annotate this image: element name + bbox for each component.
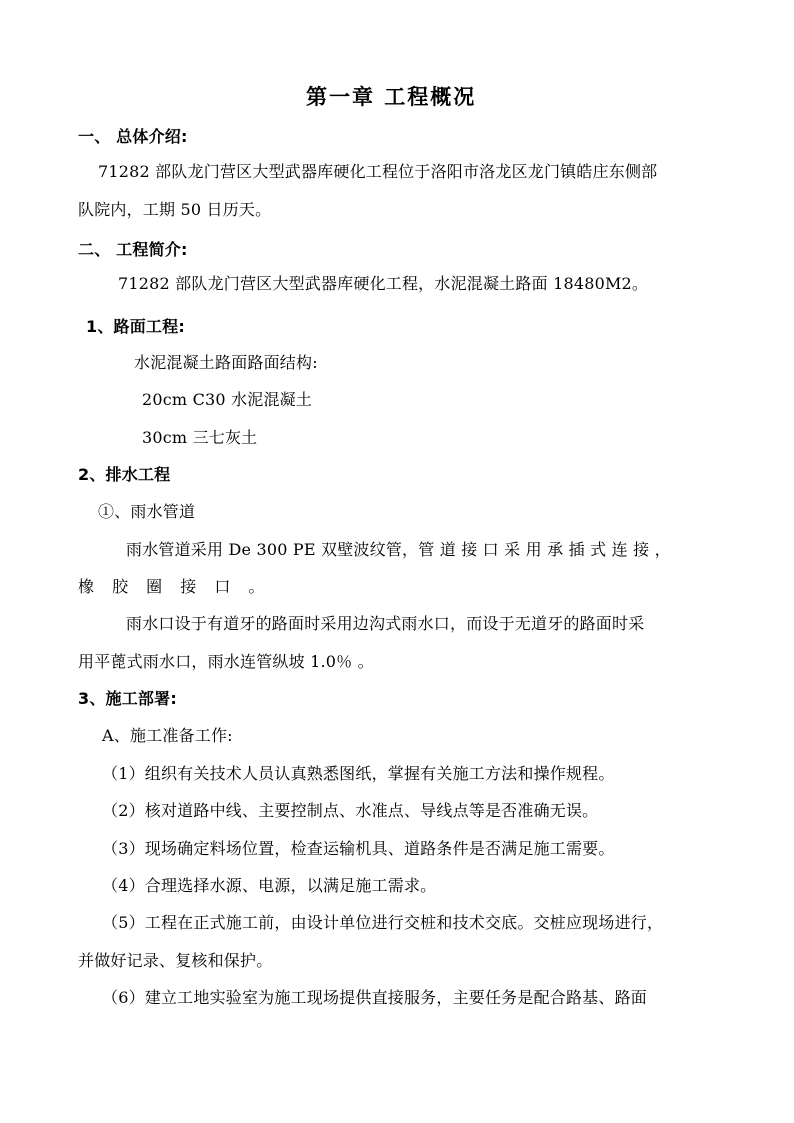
preparation-item-6-line1: （6）建立工地实验室为施工现场提供直接服务，主要任务是配合路基、路面: [102, 988, 647, 1007]
paragraph-inlet-line1: 雨水口设于有道牙的路面时采用边沟式雨水口，而设于无道牙的路面时采: [126, 614, 645, 633]
paragraph-pipe-line2: 橡 胶 圈 接 口 。: [78, 577, 271, 596]
road-structure-layer2: 30cm 三七灰土: [142, 428, 258, 447]
subsection-heading-deployment: 3、施工部署:: [78, 689, 177, 708]
preparation-item-5-line2: 并做好记录、复核和保护。: [78, 951, 273, 970]
paragraph-overview-line2: 队院内，工期 50 日历天。: [78, 200, 272, 219]
preparation-item-2: （2）核对道路中线、主要控制点、水准点、导线点等是否准确无误。: [102, 801, 599, 820]
drainage-item-rainwater-pipe: ①、雨水管道: [98, 502, 196, 521]
preparation-item-4: （4）合理选择水源、电源，以满足施工需求。: [102, 876, 437, 895]
road-structure-layer1: 20cm C30 水泥混凝土: [142, 390, 313, 409]
chapter-title: 第一章 工程概况: [306, 85, 477, 109]
paragraph-pipe-line1: 雨水管道采用 De 300 PE 双壁波纹管，管 道 接 口 采 用 承 插 式 连 接 ，: [126, 540, 671, 559]
section-heading-overview: 一、 总体介绍:: [78, 127, 188, 146]
preparation-heading: A、施工准备工作:: [102, 726, 233, 745]
paragraph-inlet-line2: 用平蓖式雨水口，雨水连管纵坡 1.0％ 。: [78, 652, 374, 671]
paragraph-overview-line1: 71282 部队龙门营区大型武器库硬化工程位于洛阳市洛龙区龙门镇皓庄东侧部: [98, 162, 658, 181]
section-heading-intro: 二、 工程简介:: [78, 240, 188, 259]
subsection-heading-road: 1、路面工程:: [86, 317, 185, 336]
preparation-item-1: （1）组织有关技术人员认真熟悉图纸，掌握有关施工方法和操作规程。: [102, 764, 615, 783]
subsection-heading-drainage: 2、排水工程: [78, 465, 171, 484]
road-structure-label: 水泥混凝土路面路面结构:: [134, 353, 318, 372]
paragraph-intro: 71282 部队龙门营区大型武器库硬化工程，水泥混凝土路面 18480M2。: [118, 274, 649, 293]
preparation-item-3: （3）现场确定料场位置，检查运输机具、道路条件是否满足施工需要。: [102, 839, 615, 858]
preparation-item-5-line1: （5）工程在正式施工前，由设计单位进行交桩和技术交底。交桩应现场进行，: [102, 913, 664, 932]
